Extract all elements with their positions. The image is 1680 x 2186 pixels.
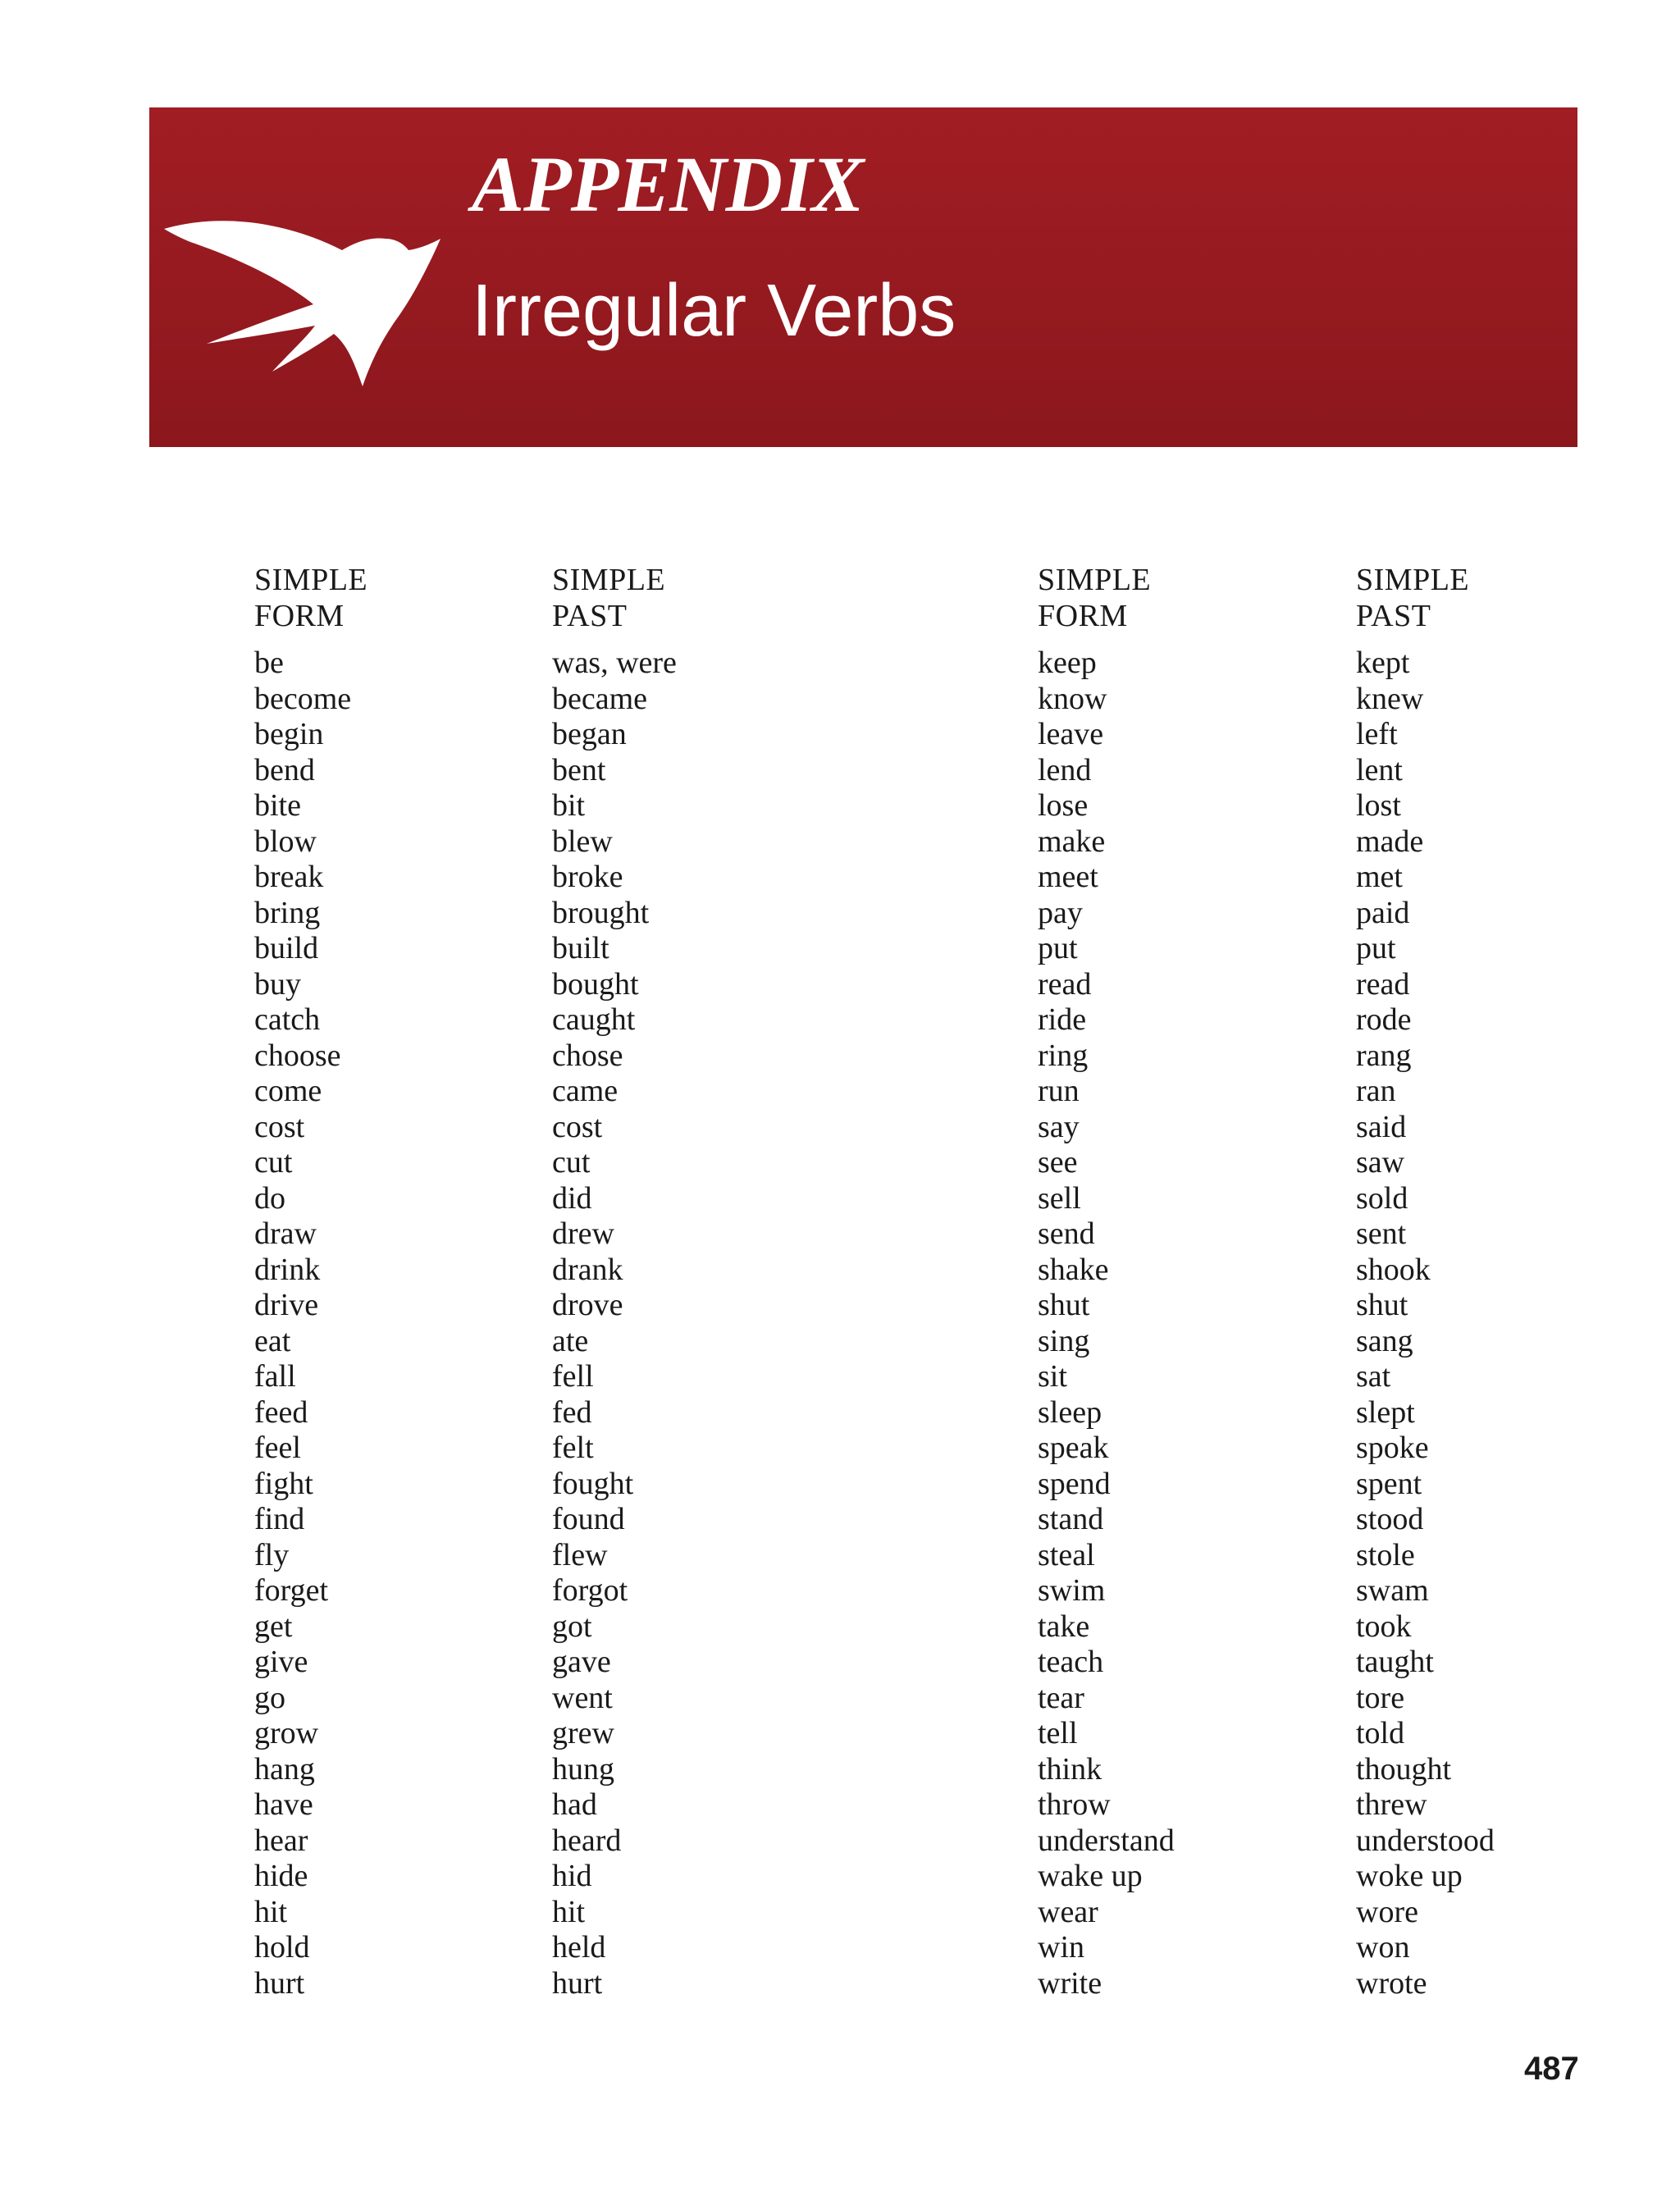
- verb-entry: caught: [552, 1002, 636, 1037]
- verb-entry: shake: [1038, 1252, 1109, 1287]
- verb-entry: understand: [1038, 1823, 1175, 1858]
- verb-entry: sleep: [1038, 1394, 1102, 1430]
- verb-entry: speak: [1038, 1431, 1109, 1465]
- verb-entry: build: [254, 931, 319, 965]
- verb-entry: drove: [552, 1288, 623, 1322]
- verb-entry: grew: [552, 1716, 614, 1750]
- page-number: 487: [1524, 2051, 1579, 2087]
- verb-entry: kept: [1356, 646, 1410, 680]
- verb-entry: flew: [552, 1537, 608, 1572]
- verb-entry: bite: [254, 788, 301, 823]
- verb-entry: won: [1356, 1930, 1410, 1965]
- verb-entry: wake up: [1038, 1859, 1143, 1893]
- verb-entry: cost: [254, 1109, 305, 1144]
- verb-entry: come: [254, 1074, 322, 1108]
- verb-entry: sold: [1356, 1180, 1408, 1216]
- verb-entry: stood: [1356, 1502, 1424, 1536]
- verb-entry: write: [1038, 1965, 1102, 2001]
- column-header: SIMPLE PAST: [1356, 563, 1470, 633]
- verb-entry: hide: [254, 1859, 308, 1893]
- verb-entry: sit: [1038, 1359, 1067, 1394]
- verb-entry: shook: [1356, 1252, 1431, 1287]
- verb-entry: find: [254, 1502, 305, 1536]
- verb-entry: feed: [254, 1394, 308, 1430]
- verb-entry: chose: [552, 1038, 623, 1073]
- verb-entry: did: [552, 1180, 592, 1216]
- verb-entry: hold: [254, 1930, 310, 1965]
- verb-entry: run: [1038, 1074, 1080, 1108]
- verb-entry: sell: [1038, 1180, 1081, 1216]
- verb-entry: threw: [1356, 1787, 1427, 1822]
- column-header: SIMPLE PAST: [552, 563, 666, 633]
- verb-entry: stole: [1356, 1537, 1415, 1572]
- verb-entry: found: [552, 1502, 625, 1536]
- verb-entry: hit: [552, 1894, 586, 1929]
- verb-entry: cost: [552, 1109, 603, 1144]
- verb-entry: throw: [1038, 1787, 1111, 1822]
- verb-entry: taught: [1356, 1645, 1434, 1679]
- verb-entry: win: [1038, 1930, 1084, 1965]
- verb-entry: ring: [1038, 1038, 1089, 1073]
- verb-entry: spent: [1356, 1466, 1422, 1501]
- verb-entry: fed: [552, 1394, 592, 1430]
- verb-entry: lose: [1038, 788, 1089, 823]
- verb-entry: know: [1038, 681, 1107, 716]
- verb-entry: lost: [1356, 788, 1401, 823]
- verb-entry: had: [552, 1787, 597, 1822]
- verb-entry: said: [1356, 1109, 1407, 1144]
- verb-entry: read: [1356, 966, 1410, 1002]
- verb-entry: hang: [254, 1751, 315, 1787]
- verb-entry: meet: [1038, 860, 1098, 894]
- verb-entry: teach: [1038, 1645, 1104, 1679]
- verb-entry: draw: [254, 1216, 317, 1251]
- verb-entry: ate: [552, 1323, 589, 1358]
- verb-entry: sing: [1038, 1323, 1090, 1358]
- verb-entry: met: [1356, 860, 1403, 894]
- swallow-bird-icon: [158, 189, 453, 395]
- verb-entry: blew: [552, 824, 613, 859]
- verb-entry: fly: [254, 1537, 290, 1572]
- verb-entry: built: [552, 931, 609, 965]
- verb-entry: spend: [1038, 1466, 1111, 1501]
- verb-list: [1038, 646, 1175, 2001]
- verb-entry: fall: [254, 1359, 296, 1394]
- verb-entry: buy: [254, 966, 301, 1002]
- verb-entry: saw: [1356, 1145, 1405, 1180]
- verb-entry: forget: [254, 1573, 329, 1608]
- verb-entry: felt: [552, 1431, 594, 1465]
- verb-entry: ran: [1356, 1074, 1396, 1108]
- verb-entry: hear: [254, 1823, 308, 1858]
- verb-entry: swim: [1038, 1573, 1106, 1608]
- verb-entry: begin: [254, 717, 324, 751]
- verb-entry: fight: [254, 1466, 313, 1501]
- verb-entry: keep: [1038, 646, 1097, 680]
- verb-entry: see: [1038, 1145, 1078, 1180]
- verb-entry: drink: [254, 1252, 321, 1287]
- verb-entry: drive: [254, 1288, 319, 1322]
- verb-entry: blow: [254, 824, 317, 859]
- verb-entry: feel: [254, 1431, 301, 1465]
- verb-entry: heard: [552, 1823, 622, 1858]
- verb-entry: wear: [1038, 1894, 1098, 1929]
- verb-entry: send: [1038, 1216, 1095, 1251]
- verb-entry: left: [1356, 717, 1398, 751]
- verb-entry: sent: [1356, 1216, 1407, 1251]
- verb-entry: hung: [552, 1751, 614, 1787]
- verb-entry: rang: [1356, 1038, 1412, 1073]
- verb-entry: rode: [1356, 1002, 1412, 1037]
- verb-entry: have: [254, 1787, 313, 1822]
- verb-entry: wore: [1356, 1894, 1418, 1929]
- verb-entry: hid: [552, 1859, 592, 1893]
- verb-entry: break: [254, 860, 324, 894]
- verb-entry: fought: [552, 1466, 634, 1501]
- verb-entry: put: [1038, 931, 1078, 965]
- verb-entry: swam: [1356, 1573, 1429, 1608]
- verb-list: [254, 646, 368, 2001]
- verb-entry: understood: [1356, 1823, 1495, 1858]
- verb-entry: lent: [1356, 752, 1403, 787]
- verb-entry: gave: [552, 1645, 611, 1679]
- verb-entry: made: [1356, 824, 1424, 859]
- verb-entry: got: [552, 1609, 592, 1644]
- verb-entry: eat: [254, 1323, 291, 1358]
- verb-entry: pay: [1038, 895, 1083, 930]
- verb-entry: grow: [254, 1716, 319, 1750]
- verb-entry: took: [1356, 1609, 1412, 1644]
- verb-entry: went: [552, 1680, 613, 1715]
- verb-entry: paid: [1356, 895, 1410, 930]
- right-simple-past-column: [1356, 562, 1495, 2001]
- verb-entry: think: [1038, 1751, 1102, 1787]
- verb-entry: ride: [1038, 1002, 1087, 1037]
- right-simple-form-column: [1038, 562, 1175, 2001]
- verb-entry: held: [552, 1930, 606, 1965]
- verb-entry: read: [1038, 966, 1092, 1002]
- verb-entry: fell: [552, 1359, 594, 1394]
- verb-entry: bent: [552, 752, 606, 787]
- verb-entry: forgot: [552, 1573, 628, 1608]
- verb-entry: give: [254, 1645, 308, 1679]
- verb-entry: came: [552, 1074, 619, 1108]
- verb-entry: go: [254, 1680, 285, 1715]
- verb-list: [552, 646, 677, 2001]
- verb-entry: tell: [1038, 1716, 1078, 1750]
- verb-entry: take: [1038, 1609, 1090, 1644]
- verb-entry: began: [552, 717, 627, 751]
- verb-entry: say: [1038, 1109, 1080, 1144]
- verb-entry: tore: [1356, 1680, 1405, 1715]
- verb-entry: bring: [254, 895, 321, 930]
- verb-entry: choose: [254, 1038, 341, 1073]
- verb-entry: become: [254, 681, 352, 716]
- verb-entry: knew: [1356, 681, 1424, 716]
- verb-entry: bought: [552, 966, 639, 1002]
- verb-entry: hit: [254, 1894, 288, 1929]
- verb-list: [1356, 646, 1495, 2001]
- verb-entry: get: [254, 1609, 293, 1644]
- verb-entry: cut: [552, 1145, 591, 1180]
- verb-entry: sat: [1356, 1359, 1391, 1394]
- verb-entry: became: [552, 681, 648, 716]
- verb-entry: lend: [1038, 752, 1092, 787]
- verb-entry: tear: [1038, 1680, 1084, 1715]
- verb-entry: steal: [1038, 1537, 1095, 1572]
- verb-entry: broke: [552, 860, 623, 894]
- verb-entry: catch: [254, 1002, 321, 1037]
- appendix-banner: [149, 107, 1577, 447]
- verb-entry: shut: [1038, 1288, 1090, 1322]
- verb-entry: sang: [1356, 1323, 1413, 1358]
- verb-entry: bend: [254, 752, 315, 787]
- verb-entry: woke up: [1356, 1859, 1463, 1893]
- verb-entry: put: [1356, 931, 1396, 965]
- verb-entry: wrote: [1356, 1965, 1427, 2001]
- appendix-label: APPENDIX: [472, 140, 864, 228]
- verb-entry: told: [1356, 1716, 1405, 1750]
- verb-entry: do: [254, 1180, 285, 1216]
- verb-entry: hurt: [254, 1965, 305, 2001]
- verb-entry: hurt: [552, 1965, 603, 2001]
- verb-entry: cut: [254, 1145, 293, 1180]
- verb-entry: thought: [1356, 1751, 1452, 1787]
- verb-entry: drew: [552, 1216, 614, 1251]
- left-simple-past-column: [552, 562, 677, 2001]
- verb-entry: slept: [1356, 1394, 1415, 1430]
- page-title: Irregular Verbs: [472, 270, 956, 352]
- verb-entry: stand: [1038, 1502, 1104, 1536]
- left-simple-form-column: [254, 562, 368, 2001]
- verb-entry: leave: [1038, 717, 1104, 751]
- verb-entry: brought: [552, 895, 650, 930]
- column-header: SIMPLE FORM: [1038, 563, 1152, 633]
- verb-entry: make: [1038, 824, 1106, 859]
- verb-entry: shut: [1356, 1288, 1408, 1322]
- verb-entry: drank: [552, 1252, 623, 1287]
- verb-entry: was, were: [552, 646, 677, 680]
- verb-entry: be: [254, 646, 284, 680]
- verb-entry: bit: [552, 788, 586, 823]
- column-header: SIMPLE FORM: [254, 563, 368, 633]
- verb-entry: spoke: [1356, 1431, 1429, 1465]
